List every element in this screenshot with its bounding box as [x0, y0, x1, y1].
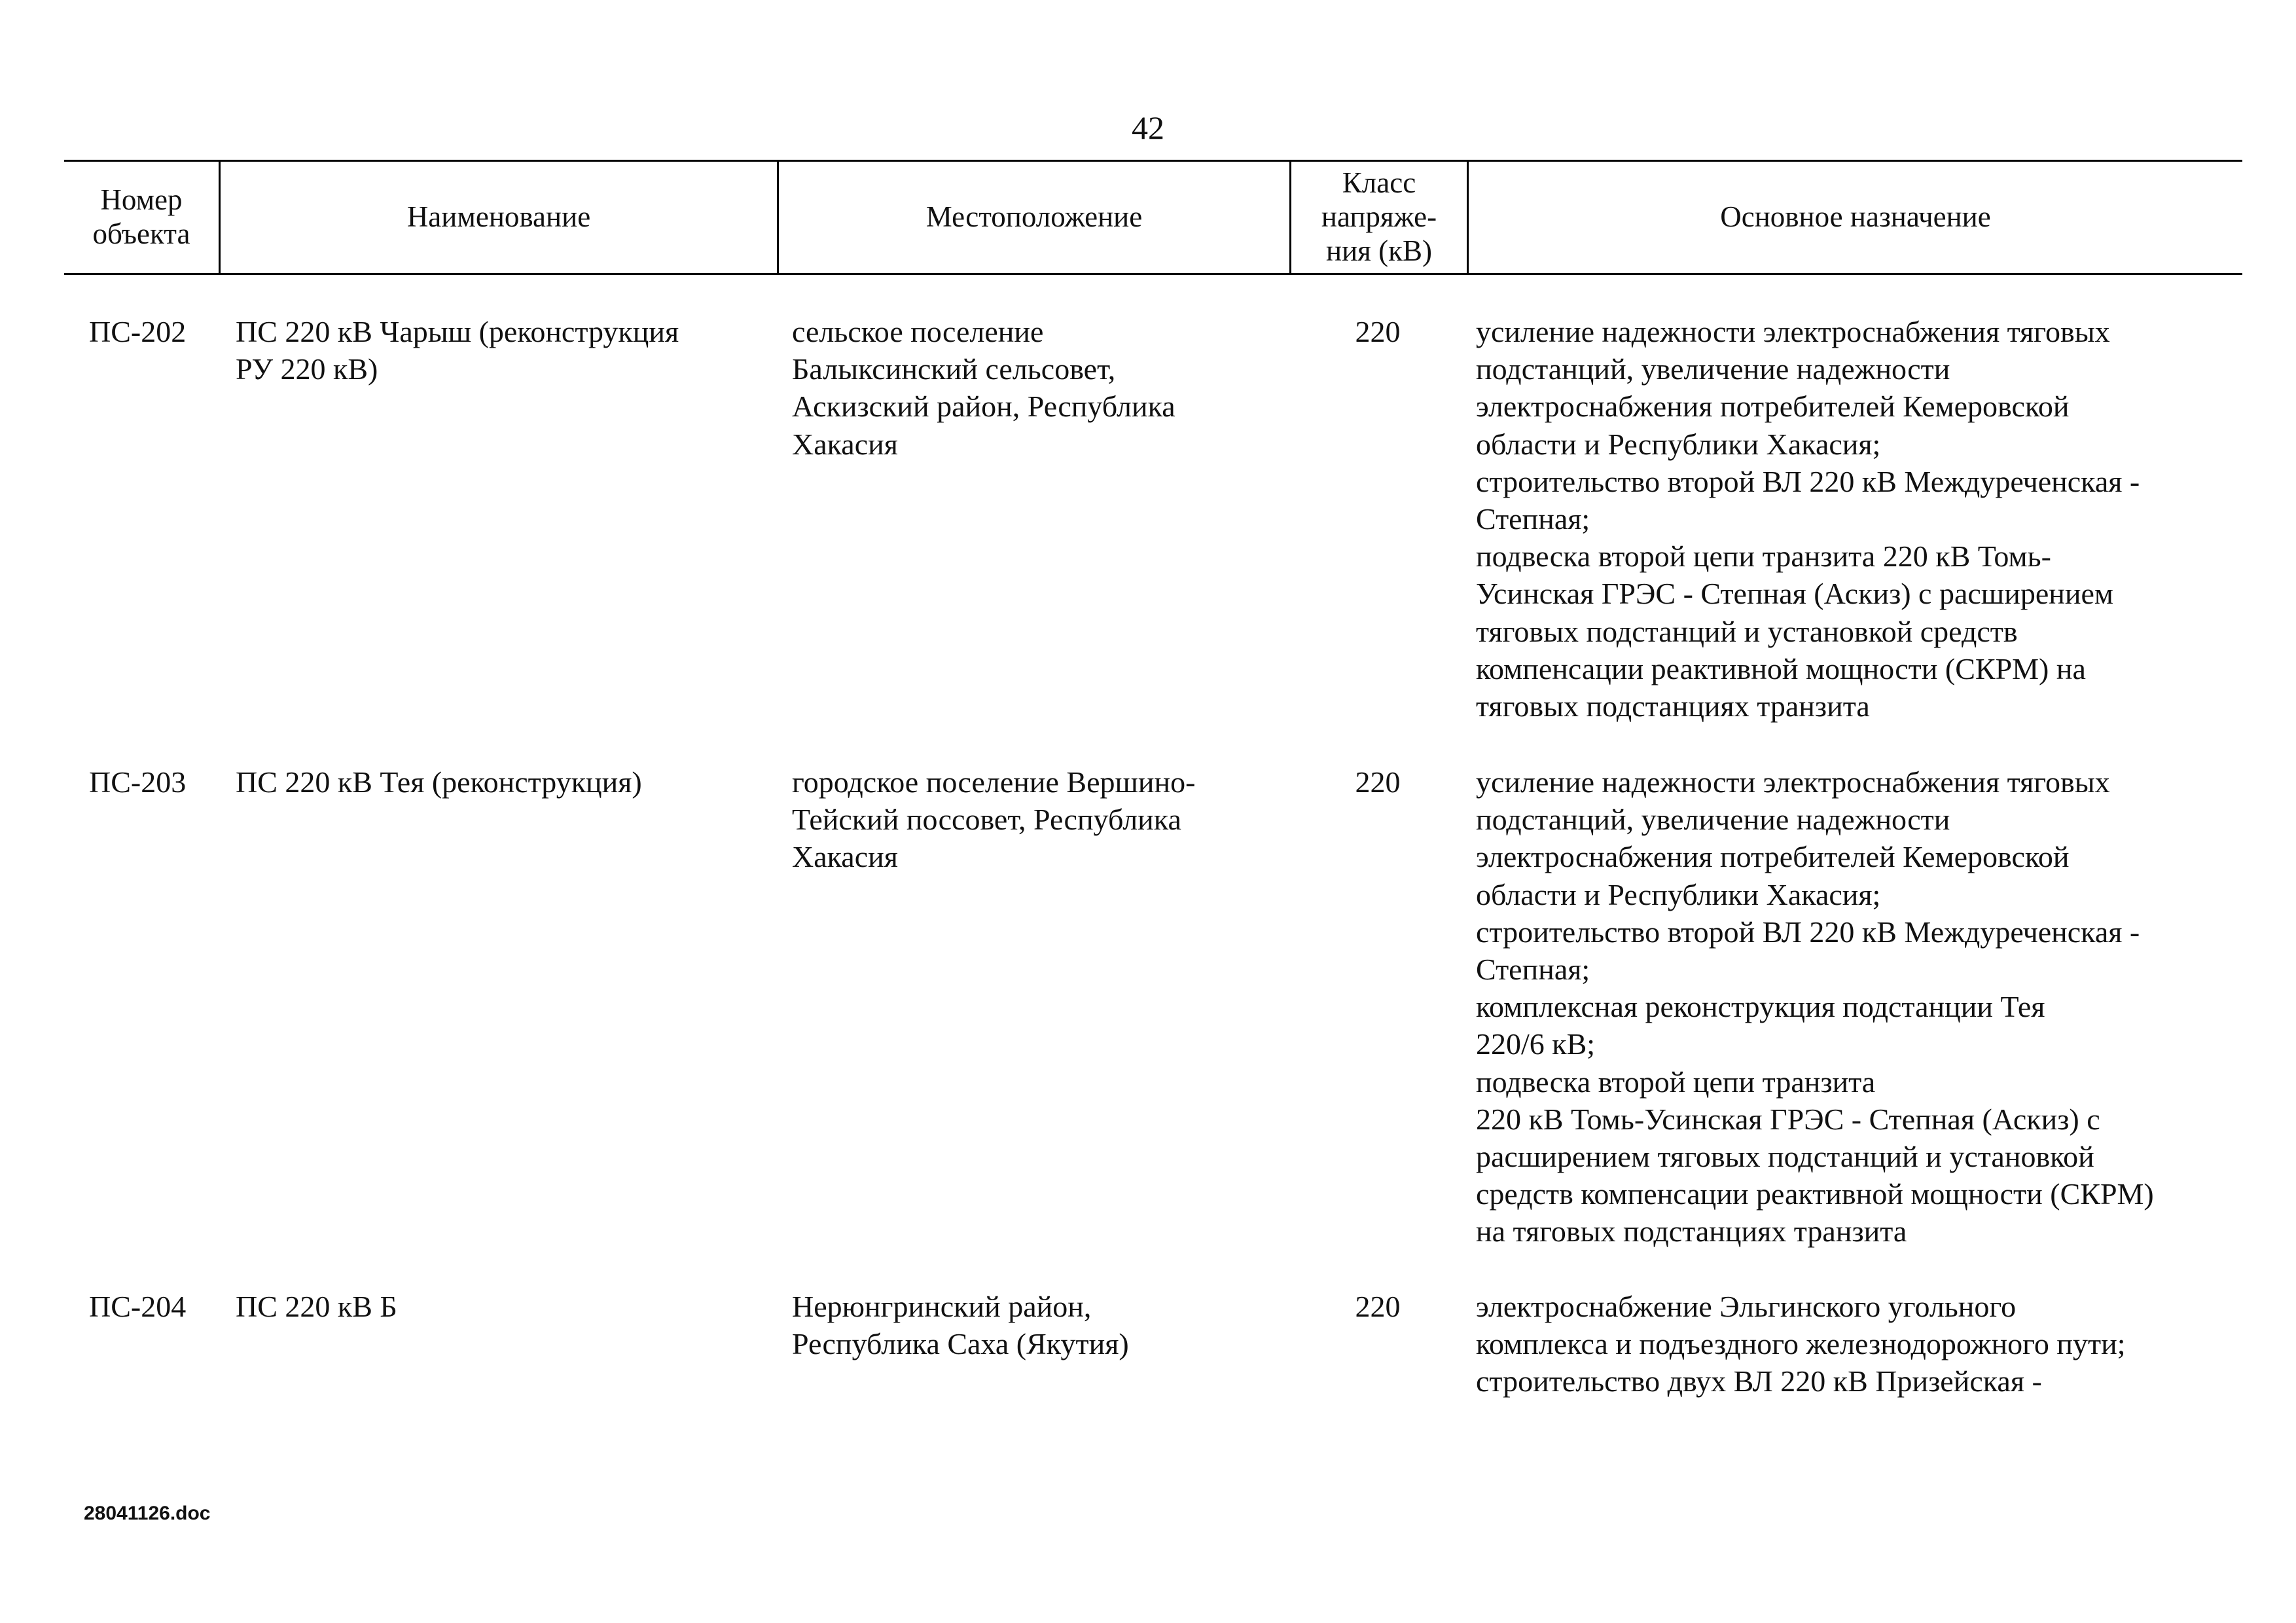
header-purpose: Основное назначение — [1720, 200, 1991, 233]
header-bottom-rule — [64, 273, 2242, 275]
object-purpose: электроснабжение Эльгинского угольного комплекса и подъездного железнодорожного пути; строительство двух ВЛ 220 кВ Призейская - — [1476, 1290, 2126, 1398]
object-name: ПС 220 кВ Чарыш (реконструкция РУ 220 кВ) — [236, 315, 679, 386]
object-voltage: 220 — [1355, 765, 1401, 799]
object-purpose: усиление надежности электроснабжения тяговых подстанций, увеличение надежности электроснабжения потребителей Кемеровской области и Республики Хакасия; строительство второй ВЛ 220 кВ Междуреченская - Степная; подвеска второй цепи транзита 220 кВ Томь- Усинская ГРЭС - Степная (Аскиз) с расширением тяговых подстанций и установкой средств компенсации реактивной мощности (СКРМ) на тяговых подстанциях транзита — [1476, 315, 2140, 723]
document-filename: 28041126.doc — [84, 1503, 211, 1524]
object-purpose: усиление надежности электроснабжения тяговых подстанций, увеличение надежности электроснабжения потребителей Кемеровской области и Республики Хакасия; строительство второй ВЛ 220 кВ Междуреченская - Степная; комплексная реконструкция подстанции Тея 220/6 кВ; подвеска второй цепи транзита 220 кВ Томь-Усинская ГРЭС - Степная (Аскиз) с расширением тяговых подстанций и установкой средств компенсации реактивной мощности (СКРМ) на тяговых подстанциях транзита — [1476, 765, 2154, 1249]
object-voltage: 220 — [1355, 1290, 1401, 1323]
object-code: ПС-202 — [89, 315, 187, 348]
page-number: 42 — [1132, 109, 1164, 146]
object-code: ПС-203 — [89, 765, 187, 799]
object-location: сельское поселение Балыксинский сельсовет, Аскизский район, Республика Хакасия — [792, 315, 1175, 461]
header-name: Наименование — [406, 200, 591, 233]
object-location: Нерюнгринский район, Республика Саха (Якутия) — [792, 1290, 1129, 1361]
header-voltage: Класс напряже- ния (кВ) — [1321, 166, 1437, 267]
object-voltage: 220 — [1355, 315, 1401, 348]
object-code: ПС-204 — [89, 1290, 187, 1323]
object-name: ПС 220 кВ Б — [236, 1290, 397, 1323]
header-location: Местоположение — [925, 200, 1143, 233]
object-location: городское поселение Вершино- Тейский поссовет, Республика Хакасия — [792, 765, 1196, 874]
object-name: ПС 220 кВ Тея (реконструкция) — [236, 765, 642, 799]
header-code: Номер объекта — [92, 183, 190, 250]
